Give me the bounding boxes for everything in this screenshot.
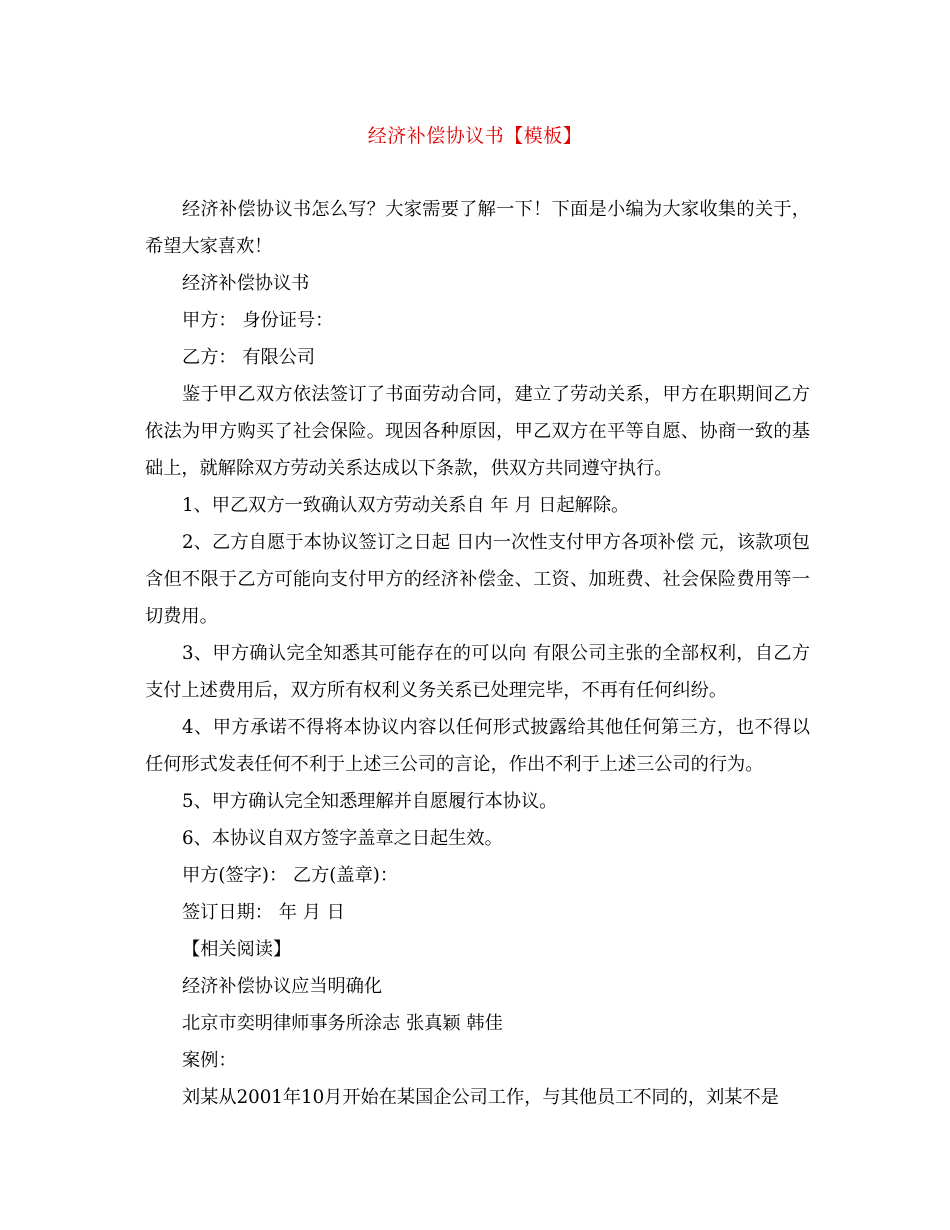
document-title: 经济补偿协议书【模板】	[367, 125, 583, 147]
clause-6: 6、本协议自双方签字盖章之日起生效。	[182, 828, 503, 849]
article-authors: 北京市奕明律师事务所涂志 张真颖 韩佳	[182, 1013, 503, 1034]
clause-2: 2、乙方自愿于本协议签订之日起 日内一次性支付甲方各项补偿 元，该款项包含但不限于乙方可能向支付甲方的经济补偿金、工资、加班费、社会保险费用等一切费用。	[145, 532, 810, 627]
article-title: 经济补偿协议应当明确化	[182, 976, 383, 997]
clause-4: 4、甲方承诺不得将本协议内容以任何形式披露给其他任何第三方，也不得以任何形式发表任何不利于上述三公司的言论，作出不利于上述三公司的行为。	[145, 717, 810, 775]
document-body	[145, 191, 810, 1116]
intro-paragraph: 经济补偿协议书怎么写？大家需要了解一下！下面是小编为大家收集的关于，希望大家喜欢！	[145, 199, 810, 257]
preamble-paragraph: 鉴于甲乙双方依法签订了书面劳动合同，建立了劳动关系，甲方在职期间乙方依法为甲方购买了社会保险。现因各种原因，甲乙双方在平等自愿、协商一致的基础上，就解除双方劳动关系达成以下条款，供双方共同遵守执行。	[145, 384, 810, 479]
signature-line: 甲方(签字)： 乙方(盖章)：	[182, 865, 399, 886]
party-b-line: 乙方： 有限公司	[182, 347, 316, 368]
signing-date-line: 签订日期： 年 月 日	[182, 902, 345, 923]
agreement-heading: 经济补偿协议书	[182, 273, 310, 294]
related-reading-heading: 【相关阅读】	[182, 939, 292, 960]
party-a-line: 甲方： 身份证号：	[182, 310, 334, 331]
case-paragraph: 刘某从2001年10月开始在某国企公司工作，与其他员工不同的，刘某不是	[182, 1087, 779, 1108]
clause-1: 1、甲乙双方一致确认双方劳动关系自 年 月 日起解除。	[182, 495, 630, 516]
clause-5: 5、甲方确认完全知悉理解并自愿履行本协议。	[182, 791, 558, 812]
clause-3: 3、甲方确认完全知悉其可能存在的可以向 有限公司主张的全部权利，自乙方支付上述费用后，双方所有权利义务关系已处理完毕，不再有任何纠纷。	[145, 643, 810, 701]
case-label: 案例：	[182, 1050, 237, 1071]
